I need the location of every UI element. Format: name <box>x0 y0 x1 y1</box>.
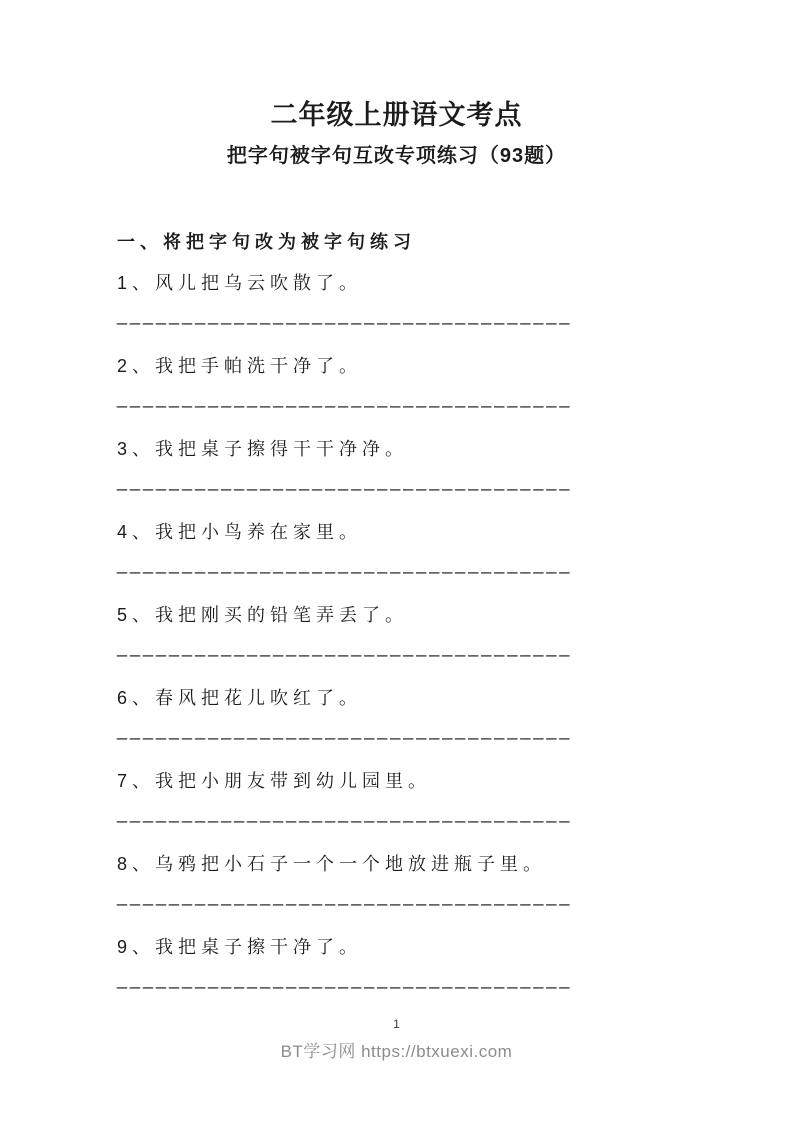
exercise-number: 3、 <box>117 439 156 459</box>
answer-blank-line: ___________________________________ <box>117 969 573 989</box>
answer-blank-line: ___________________________________ <box>117 305 573 325</box>
exercise-item-7 <box>117 768 683 826</box>
exercise-item-3 <box>117 436 683 494</box>
answer-blank-line: ___________________________________ <box>117 720 573 740</box>
exercise-sentence: 我把小鸟养在家里。 <box>155 522 363 542</box>
exercise-sentence: 我把桌子擦干净了。 <box>155 937 363 957</box>
exercise-item-5 <box>117 602 683 660</box>
section-heading: 一、将把字句改为被字句练习 <box>117 232 416 252</box>
exercise-sentence: 我把手帕洗干净了。 <box>155 356 363 376</box>
page-subtitle: 把字句被字句互改专项练习（93题） <box>226 145 567 167</box>
exercise-number: 1、 <box>117 273 156 293</box>
exercise-sentence: 风儿把乌云吹散了。 <box>155 273 363 293</box>
exercise-item-9 <box>117 934 683 992</box>
exercise-item-8 <box>117 851 683 909</box>
exercise-item-2 <box>117 353 683 411</box>
exercise-item-6 <box>117 685 683 743</box>
exercise-number: 2、 <box>117 356 156 376</box>
exercise-number: 5、 <box>117 605 156 625</box>
exercise-number: 4、 <box>117 522 156 542</box>
page-number: 1 <box>393 1017 400 1031</box>
exercise-item-1 <box>117 270 683 328</box>
answer-blank-line: ___________________________________ <box>117 886 573 906</box>
exercise-number: 8、 <box>117 854 156 874</box>
footer-site-text: BT学习网 https://btxuexi.com <box>280 1042 513 1061</box>
answer-blank-line: ___________________________________ <box>117 388 573 408</box>
page-title: 二年级上册语文考点 <box>270 100 523 130</box>
exercise-sentence: 我把桌子擦得干干净净。 <box>155 439 409 459</box>
exercise-list <box>117 228 683 992</box>
exercise-number: 9、 <box>117 937 156 957</box>
exercise-sentence: 春风把花儿吹红了。 <box>155 688 363 708</box>
answer-blank-line: ___________________________________ <box>117 554 573 574</box>
exercise-item-4 <box>117 519 683 577</box>
exercise-number: 6、 <box>117 688 156 708</box>
answer-blank-line: ___________________________________ <box>117 803 573 823</box>
exercise-sentence: 我把小朋友带到幼儿园里。 <box>155 771 432 791</box>
exercise-sentence: 我把刚买的铅笔弄丢了。 <box>155 605 409 625</box>
answer-blank-line: ___________________________________ <box>117 637 573 657</box>
exercise-sentence: 乌鸦把小石子一个一个地放进瓶子里。 <box>155 854 547 874</box>
exercise-number: 7、 <box>117 771 156 791</box>
answer-blank-line: ___________________________________ <box>117 471 573 491</box>
